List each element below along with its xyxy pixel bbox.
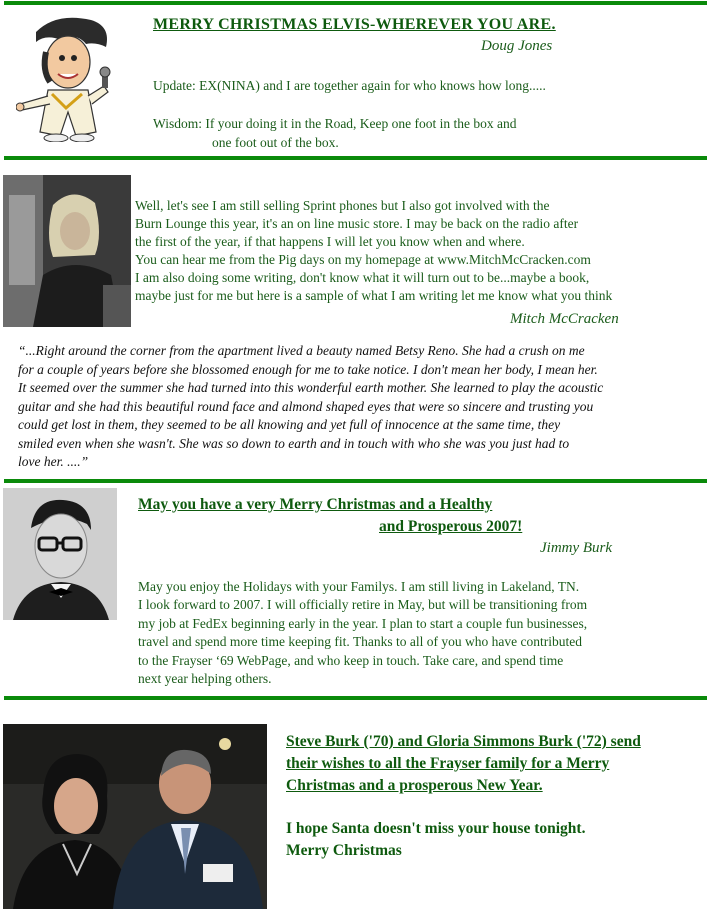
quote-line: could get lost in them, they seemed to be all knowing and yet full of innocence at the same time, they — [18, 417, 561, 432]
section2-line: I am also doing some writing, don't know what it will turn out to be...maybe a book, — [135, 270, 590, 285]
section3-line: next year helping others. — [138, 671, 272, 687]
section1-update: Update: EX(NINA) and I are together again for who knows how long..... — [153, 78, 546, 93]
section3-line: travel and spend more time keeping fit. Thanks to all of you who have contributed — [138, 634, 583, 650]
section1-author: Doug Jones — [481, 38, 553, 54]
section4-title-line: Christmas and a prosperous New Year. — [286, 777, 543, 794]
section3-line: I look forward to 2007. I will officially retire in May, but will be transitioning from — [138, 597, 588, 613]
section1-title: MERRY CHRISTMAS ELVIS-WHEREVER YOU ARE. — [153, 16, 556, 33]
quote-line: love her. ....” — [18, 454, 89, 469]
section2-line: maybe just for me but here is a sample of what I am writing let me know what you think — [135, 288, 613, 303]
steve-gloria-burk-photo — [3, 724, 267, 909]
jimmy-burk-photo — [3, 488, 117, 620]
quote-line: It seemed over the summer she had turned into this wonderful earth mother. She learned to play the acoustic — [18, 380, 604, 395]
quote-line: guitar and she had this beautiful round face and almond shaped eyes that were so sincere and trusting you — [18, 398, 594, 414]
section2-text — [135, 197, 612, 305]
section3-title-line1: May you have a very Merry Christmas and a Healthy — [138, 496, 493, 513]
divider-3 — [4, 696, 707, 700]
section4-title-line: Steve Burk ('70) and Gloria Simmons Burk ('72) send — [286, 733, 641, 750]
section4-message-line2: Merry Christmas — [286, 842, 402, 859]
section2-author: Mitch McCracken — [510, 311, 619, 327]
section4-message — [286, 818, 585, 862]
section1-wisdom-line1: Wisdom: If your doing it in the Road, Keep one foot in the box and — [153, 116, 517, 131]
section3-text — [138, 578, 587, 688]
section2-quote — [18, 342, 603, 472]
quote-line: for a couple of years before she blossomed enough for me to take notice. I don't mean her body, I mean her. — [18, 361, 598, 377]
section2-line: You can hear me from the Pig days on my homepage at www.MitchMcCracken.com — [135, 252, 591, 267]
section2-line: Well, let's see I am still selling Sprint phones but I also got involved with the — [135, 198, 550, 213]
section4-title-line: their wishes to all the Frayser family for a Merry — [286, 755, 610, 772]
section3-author: Jimmy Burk — [540, 540, 613, 556]
section3-line: May you enjoy the Holidays with your Familys. I am still living in Lakeland, TN. — [138, 579, 580, 594]
elvis-cartoon-image — [16, 12, 126, 142]
section4-message-line1: I hope Santa doesn't miss your house tonight. — [286, 820, 586, 837]
section4-title — [286, 731, 641, 797]
mitch-mccracken-photo — [3, 175, 131, 327]
section1-wisdom-line2: one foot out of the box. — [212, 135, 339, 150]
quote-line: “...Right around the corner from the apartment lived a beauty named Betsy Reno. She had a crush on me — [18, 343, 585, 358]
section3-title-line2: and Prosperous 2007! — [379, 518, 523, 535]
section3-line: to the Frayser ‘69 WebPage, and who keep in touch. Take care, and spend time — [138, 652, 564, 668]
section3-line: my job at FedEx beginning early in the year. I plan to start a couple fun businesses, — [138, 615, 588, 631]
section2-line: the first of the year, if that happens I will let you know when and where. — [135, 234, 525, 249]
divider-1 — [4, 156, 707, 160]
section2-line: Burn Lounge this year, it's an on line music store. I may be back on the radio after — [135, 216, 579, 231]
divider-top — [4, 1, 707, 5]
divider-2 — [4, 479, 707, 483]
quote-line: smiled even when she wasn't. She was so down to earth and in touch with who she was you just had to — [18, 435, 570, 451]
